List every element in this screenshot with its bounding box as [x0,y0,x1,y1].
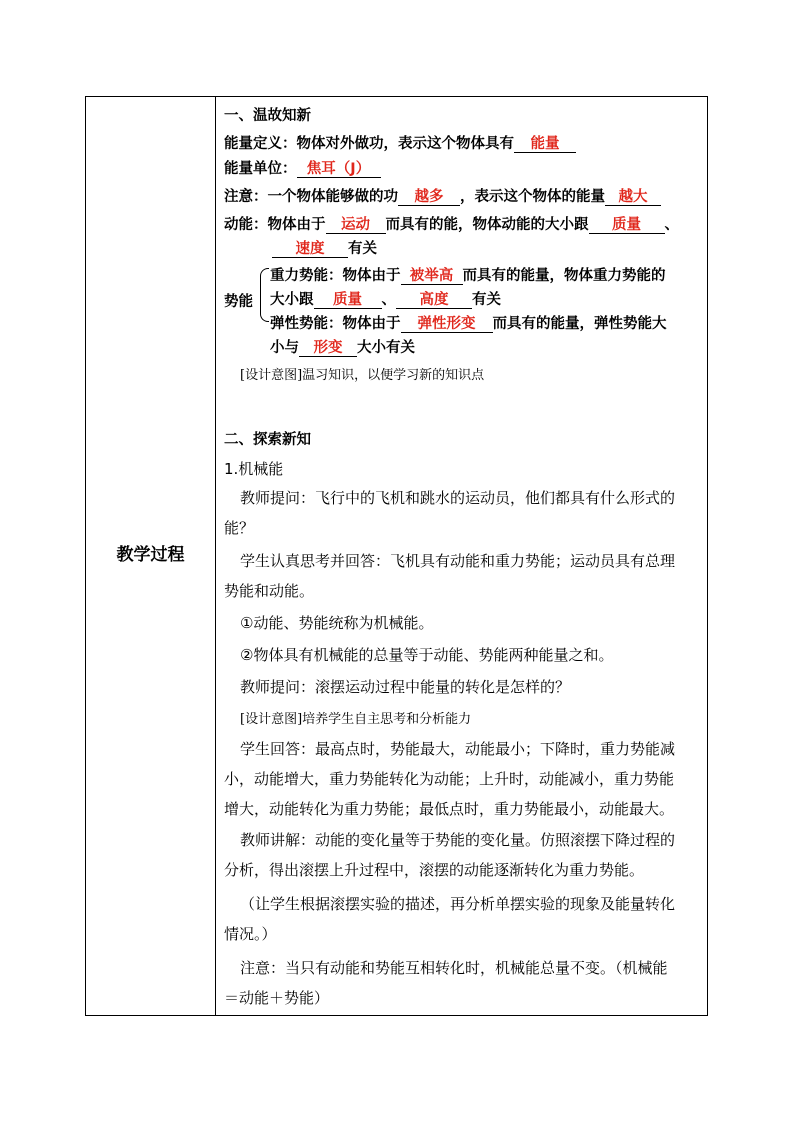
para-4: ②物体具有机械能的总量等于动能、势能两种能量之和。 [240,646,614,664]
gravity-answer-1: 被举高 [401,268,463,285]
kinetic-end: 、 [664,217,679,233]
energy-unit [224,157,381,178]
kinetic-mid: 而具有的能，物体动能的大小跟 [385,217,589,233]
kinetic-suffix: 有关 [348,241,377,257]
elastic-mid: 而具有的能量，弹性势能大 [492,316,667,332]
para-3: ①动能、势能统称为机械能。 [240,614,434,632]
note-line [224,185,661,206]
kinetic-text: 动能：物体由于 [224,217,326,233]
kinetic-line-1 [224,213,679,234]
note-answer-1: 越多 [398,189,460,206]
gravity-suffix: 有关 [472,292,501,308]
gravity-mid: 而具有的能量，物体重力势能的 [462,268,666,284]
para-8-line-2: 情况。） [224,925,277,943]
kinetic-answer-1: 运动 [326,217,386,234]
para-1-line-1: 教师提问：飞行中的飞机和跳水的运动员，他们都具有什么形式的 [240,489,676,507]
elastic-answer-2: 形变 [299,340,357,357]
para-7-line-1: 教师讲解：动能的变化量等于势能的变化量。仿照滚摆下降过程的 [240,831,676,849]
design-intent-2: [设计意图]培养学生自主思考和分析能力 [240,712,472,727]
para-5: 教师提问：滚摆运动过程中能量的转化是怎样的？ [240,678,571,696]
gravity-line-1 [270,264,666,285]
kinetic-answer-3: 速度 [272,241,348,258]
gravity-answer-3: 高度 [396,292,472,309]
para-9-line-2: ＝动能＋势能） [224,989,330,1007]
energy-definition [224,132,576,153]
elastic-line-2 [270,336,415,357]
gravity-line-2 [270,288,501,309]
explore-heading: 二、探索新知 [224,432,311,448]
para-6-line-2: 小，动能增大，重力势能转化为动能；上升时，动能减小，重力势能 [224,770,675,788]
para-8-line-1: （让学生根据滚摆实验的描述，再分析单摆实验的现象及能量转化 [240,895,676,913]
gravity-text: 重力势能：物体由于 [270,268,401,284]
potential-label: 势能 [224,294,253,310]
note-text: 注意：一个物体能够做的功 [224,189,398,205]
brace-icon [260,268,269,322]
elastic-suffix: 大小有关 [357,340,415,356]
gravity-sep: 、 [381,292,396,308]
kinetic-answer-2: 质量 [589,217,665,234]
gravity-answer-2: 质量 [314,292,382,309]
para-7-line-2: 分析，得出滚摆上升过程中，滚摆的动能逐渐转化为重力势能。 [224,861,645,879]
note-answer-2: 越大 [605,189,661,206]
column-divider [215,96,216,1016]
energy-def-text: 能量定义：物体对外做功，表示这个物体具有 [224,136,514,152]
kinetic-line-2 [272,237,377,258]
para-2-line-2: 势能和动能。 [224,582,315,600]
note-mid: ，表示这个物体的能量 [460,189,605,205]
gravity-line2-text: 大小跟 [270,292,314,308]
para-6-line-1: 学生回答：最高点时，势能最大，动能最小；下降时，重力势能减 [240,740,676,758]
design-intent-1: [设计意图]温习知识，以便学习新的知识点 [240,368,485,383]
section-label: 教学过程 [116,545,185,565]
para-1-line-2: 能？ [224,519,255,537]
review-heading: 一、温故知新 [224,108,311,124]
para-9-line-1: 注意：当只有动能和势能互相转化时，机械能总量不变。（机械能 [240,959,668,977]
sub-heading-mechanical: 1.机械能 [224,460,284,478]
elastic-text: 弹性势能：物体由于 [270,316,401,332]
elastic-answer-1: 弹性形变 [401,316,493,333]
energy-unit-text: 能量单位： [224,161,297,177]
elastic-line2-text: 小与 [270,340,299,356]
energy-unit-answer: 焦耳（J） [297,161,381,178]
energy-def-answer: 能量 [514,136,576,153]
para-2-line-1: 学生认真思考并回答：飞机具有动能和重力势能；运动员具有总理 [240,552,676,570]
elastic-line-1 [270,312,667,333]
para-6-line-3: 增大，动能转化为重力势能；最低点时，重力势能最小，动能最大。 [224,800,675,818]
